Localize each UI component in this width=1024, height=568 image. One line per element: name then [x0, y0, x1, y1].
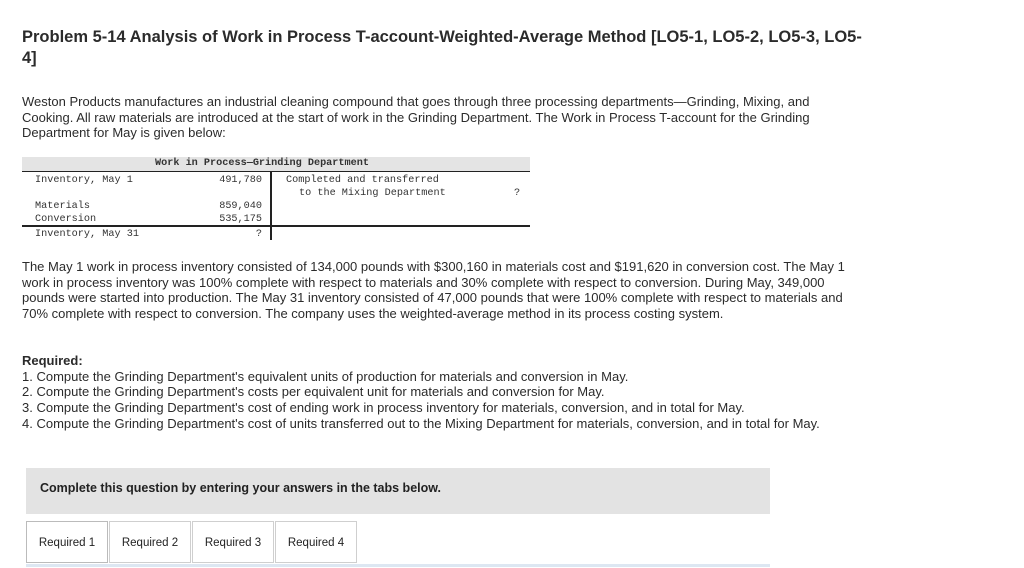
required-item-1: 1. Compute the Grinding Department's equivalent units of production for materials and conversion in May. — [22, 368, 629, 384]
debit-amount-conversion: 535,175 — [219, 214, 262, 225]
tab-content-top-border — [26, 564, 770, 567]
debit-label-materials: Materials — [35, 201, 91, 212]
tab-required-4[interactable]: Required 4 — [275, 521, 357, 563]
debit-amount-inventory-may31: ? — [255, 229, 262, 240]
credit-amount: ? — [514, 188, 521, 199]
t-account-title: Work in Process—Grinding Department — [155, 158, 369, 169]
problem-details: The May 1 work in process inventory consisted of 134,000 pounds with $300,160 in materials cost and $191,620 in conversion cost. The May 1 work in process inventory was 100% complete with respect to materials and 30% complete with respect to conversion. During May, 349,000 pounds were started into production. The May 31 inventory consisted of 47,000 pounds that were 100% complete with respect to materials and 70% complete with respect to conversion. The company uses the weighted-average method in its process costing system. — [22, 259, 845, 322]
debit-label-inventory-may1: Inventory, May 1 — [35, 175, 133, 186]
t-account-divider-vertical — [270, 172, 272, 240]
required-section — [22, 353, 852, 432]
required-item-2: 2. Compute the Grinding Department's costs per equivalent unit for materials and conversion for May. — [22, 384, 605, 400]
instruction-text: Complete this question by entering your answers in the tabs below. — [40, 481, 441, 495]
t-account-header — [22, 157, 530, 172]
t-account — [22, 157, 530, 239]
debit-amount-inventory-may1: 491,780 — [219, 175, 262, 186]
credit-label-line2: to the Mixing Department — [299, 188, 446, 199]
debit-amount-materials: 859,040 — [219, 201, 262, 212]
credit-label-line1: Completed and transferred — [286, 175, 439, 186]
required-item-4: 4. Compute the Grinding Department's cost of units transferred out to the Mixing Department for materials, conversion, and in total for May. — [22, 415, 820, 431]
instruction-banner — [26, 468, 770, 514]
debit-label-conversion: Conversion — [35, 214, 97, 225]
tab-required-2[interactable]: Required 2 — [109, 521, 191, 563]
problem-intro: Weston Products manufactures an industrial cleaning compound that goes through three processing departments—Grinding, Mixing, and Cooking. All raw materials are introduced at the start of work in the Grinding Department. The Work in Process T-account for the Grinding Department for May is given below: — [22, 94, 810, 141]
t-account-divider-horizontal — [22, 225, 530, 227]
debit-label-inventory-may31: Inventory, May 31 — [35, 229, 139, 240]
required-item-3: 3. Compute the Grinding Department's cost of ending work in process inventory for materials, conversion, and in total for May. — [22, 400, 745, 416]
tab-required-1[interactable]: Required 1 — [26, 521, 108, 563]
required-heading: Required: — [22, 353, 83, 368]
tab-required-3[interactable]: Required 3 — [192, 521, 274, 563]
problem-title: Problem 5-14 Analysis of Work in Process T-account-Weighted-Average Method [LO5-1, LO5-2, LO5-3, LO5-4] — [22, 28, 862, 67]
